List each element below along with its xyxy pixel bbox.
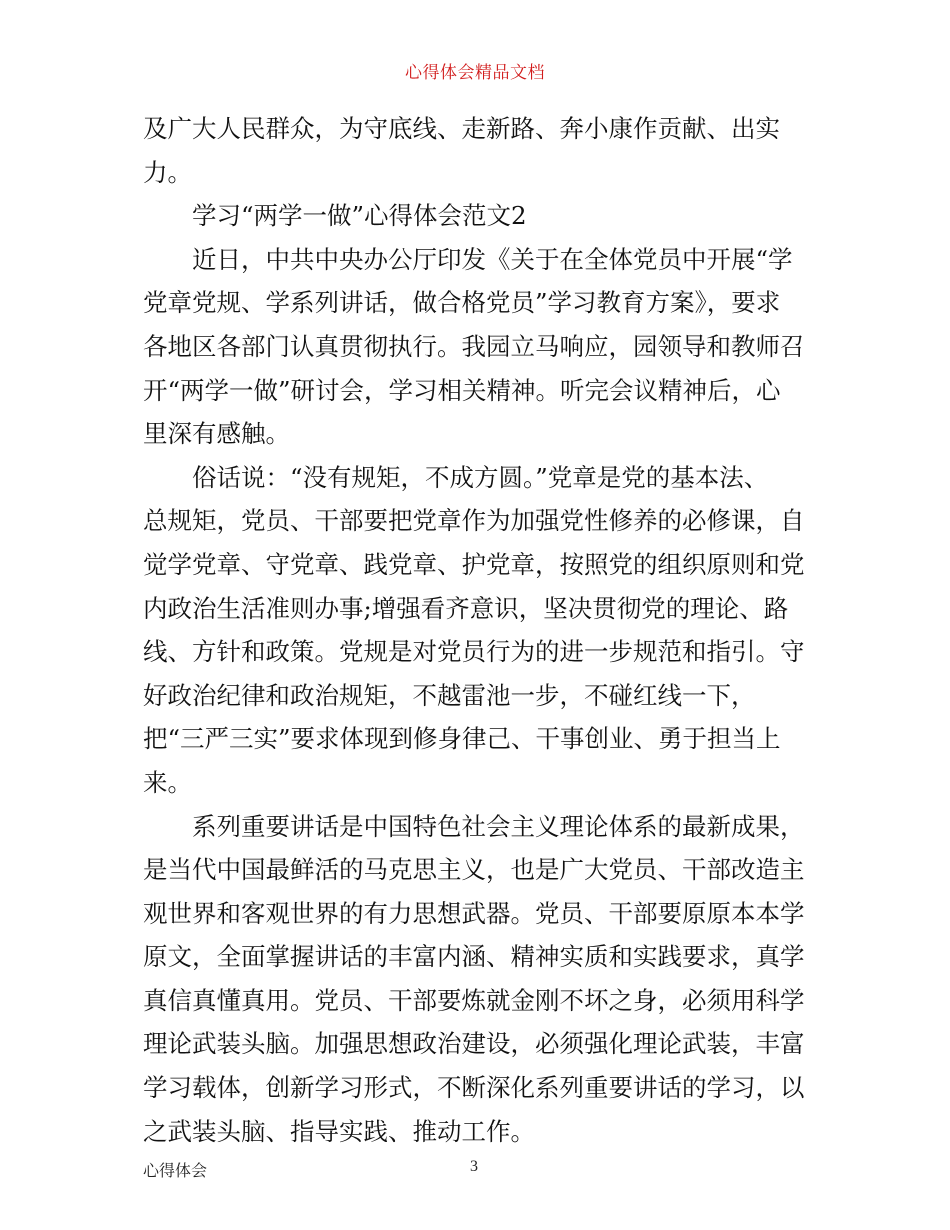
page-number: 3 <box>470 1158 478 1175</box>
text-line: 来。 <box>143 767 192 797</box>
text-line: 俗话说：“没有规矩，不成方圆。”党章是党的基本法、 <box>192 462 769 492</box>
paragraph <box>143 805 818 1154</box>
paragraph <box>143 238 818 456</box>
text-line: 线、方针和政策。党规是对党员行为的进一步规范和指引。守 <box>143 637 805 667</box>
text-line: 观世界和客观世界的有力思想武器。党员、干部要原原本本学 <box>143 898 805 928</box>
document-header: 心得体会精品文档 <box>405 63 545 83</box>
text-line: 把“三严三实”要求体现到修身律己、干事创业、勇于担当上 <box>143 724 781 754</box>
text-line: 总规矩，党员、干部要把党章作为加强党性修养的必修课，自 <box>143 506 805 536</box>
text-line: 觉学党章、守党章、践党章、护党章，按照党的组织原则和党 <box>143 549 805 579</box>
paragraph <box>143 107 818 194</box>
text-line: 及广大人民群众，为守底线、走新路、奔小康作贡献、出实 <box>143 114 780 143</box>
text-line: 各地区各部门认真贯彻执行。我园立马响应，园领导和教师召 <box>143 331 805 361</box>
document-body <box>143 107 818 1153</box>
text-line: 原文，全面掌握讲话的丰富内涵、精神实质和实践要求，真学 <box>143 942 805 972</box>
document-footer <box>0 1158 950 1182</box>
text-line: 党章党规、学系列讲话，做合格党员”学习教育方案》，要求 <box>143 288 781 318</box>
text-line: 近日，中共中央办公厅印发《关于在全体党员中开展“学 <box>192 244 793 274</box>
paragraph <box>143 456 818 805</box>
text-line: 内政治生活准则办事;增强看齐意识，坚决贯彻党的理论、路 <box>143 593 789 623</box>
text-line: 好政治纪律和政治规矩，不越雷池一步，不碰红线一下， <box>143 680 756 710</box>
text-line: 里深有感触。 <box>143 419 290 449</box>
footer-label: 心得体会 <box>143 1161 208 1180</box>
text-line: 系列重要讲话是中国特色社会主义理论体系的最新成果， <box>192 811 805 841</box>
text-line: 开“两学一做”研讨会，学习相关精神。听完会议精神后，心 <box>143 375 781 405</box>
text-line: 力。 <box>143 157 192 187</box>
text-line: 真信真懂真用。党员、干部要炼就金刚不坏之身，必须用科学 <box>143 985 805 1015</box>
text-line: 之武装头脑、指导实践、推动工作。 <box>143 1116 535 1146</box>
text-line: 学习“两学一做”心得体会范文2 <box>192 201 527 231</box>
text-line: 学习载体，创新学习形式，不断深化系列重要讲话的学习，以 <box>143 1073 805 1103</box>
text-line: 理论武装头脑。加强思想政治建设，必须强化理论武装，丰富 <box>143 1029 805 1059</box>
section-heading <box>143 194 818 238</box>
text-line: 是当代中国最鲜活的马克思主义，也是广大党员、干部改造主 <box>143 855 805 885</box>
